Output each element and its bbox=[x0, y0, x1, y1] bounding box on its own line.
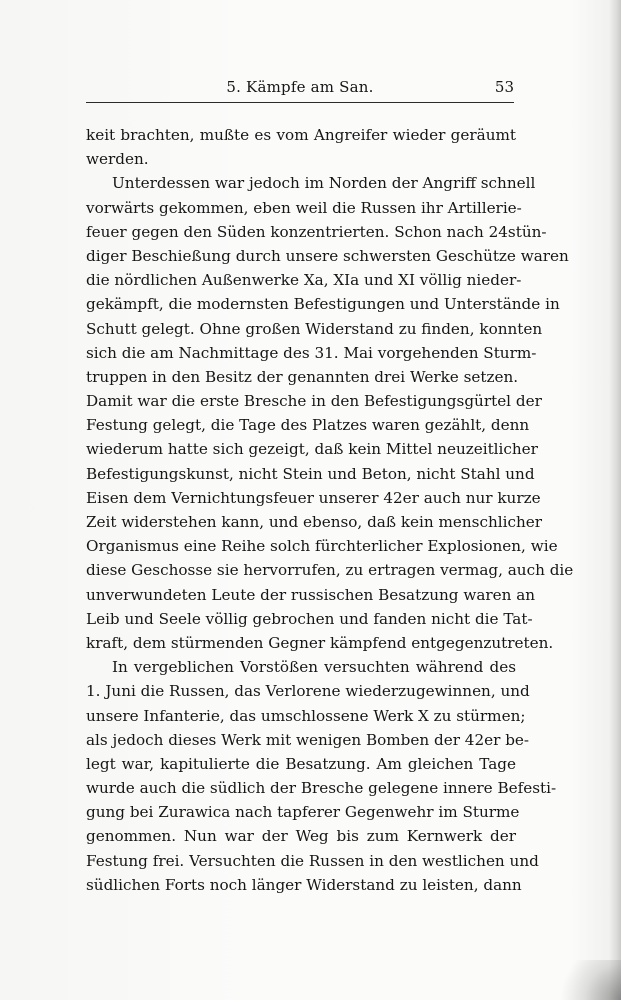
text-line: werden. bbox=[86, 150, 149, 169]
text-line: Zeit widerstehen kann, und ebenso, daß kein menschlicher bbox=[86, 513, 542, 531]
text-line: unsere Infanterie, das umschlossene Werk X zu stürmen; bbox=[86, 706, 526, 725]
text-line: diger Beschießung durch unsere schwersten Geschütze waren bbox=[86, 246, 569, 265]
text-line: sich die am Nachmittage des 31. Mai vorgehenden Sturm- bbox=[86, 343, 537, 362]
text-line: In vergeblichen Vorstößen versuchten während des bbox=[112, 658, 516, 677]
text-line: kraft, dem stürmenden Gegner kämpfend entgegenzutreten. bbox=[86, 633, 554, 652]
text-line: Festung frei. Versuchten die Russen in den westlichen und bbox=[86, 851, 539, 870]
body-text bbox=[86, 123, 574, 897]
page-edge-shadow bbox=[609, 0, 621, 1000]
text-line: die nördlichen Außenwerke Xa, XIa und XI völlig nieder- bbox=[86, 271, 522, 290]
text-line: wiederum hatte sich gezeigt, daß kein Mittel neuzeitlicher bbox=[86, 440, 538, 459]
text-line: gekämpft, die modernsten Befestigungen und Unterstände in bbox=[86, 295, 560, 314]
text-line: vorwärts gekommen, eben weil die Russen ihr Artillerie- bbox=[86, 198, 522, 217]
text-line: wurde auch die südlich der Bresche gelegene innere Befesti- bbox=[86, 779, 557, 798]
text-line: als jedoch dieses Werk mit wenigen Bomben der 42er be- bbox=[86, 730, 530, 749]
text-line: feuer gegen den Süden konzentrierten. Schon nach 24stün- bbox=[86, 222, 547, 241]
text-line: Organismus eine Reihe solch fürchterlicher Explosionen, wie bbox=[86, 537, 558, 556]
text-line: Eisen dem Vernichtungsfeuer unserer 42er auch nur kurze bbox=[86, 488, 541, 507]
text-line: Damit war die erste Bresche in den Befestigungsgürtel der bbox=[86, 392, 542, 411]
text-line: Festung gelegt, die Tage des Platzes waren gezählt, denn bbox=[86, 416, 530, 435]
text-line: legt war, kapitulierte die Besatzung. Am gleichen Tage bbox=[86, 754, 516, 773]
header-rule bbox=[86, 102, 514, 103]
chapter-title: 5. Kämpfe am San. bbox=[226, 78, 374, 96]
text-line: Unterdessen war jedoch im Norden der Angriff schnell bbox=[112, 174, 536, 193]
text-line: truppen in den Besitz der genannten drei Werke setzen. bbox=[86, 367, 519, 386]
text-line: keit brachten, mußte es vom Angreifer wieder geräumt bbox=[86, 126, 516, 144]
page-corner-shadow bbox=[551, 960, 621, 1000]
text-line: 1. Juni die Russen, das Verlorene wiederzugewinnen, und bbox=[86, 682, 530, 701]
running-header bbox=[86, 74, 514, 100]
text-line: südlichen Forts noch länger Widerstand zu leisten, dann bbox=[86, 875, 522, 894]
text-line: Schutt gelegt. Ohne großen Widerstand zu finden, konnten bbox=[86, 319, 543, 338]
text-line: Leib und Seele völlig gebrochen und fanden nicht die Tat- bbox=[86, 609, 533, 628]
text-line: unverwundeten Leute der russischen Besatzung waren an bbox=[86, 585, 536, 604]
text-line: Befestigungskunst, nicht Stein und Beton, nicht Stahl und bbox=[86, 464, 535, 483]
page-number: 53 bbox=[494, 78, 514, 96]
text-line: genommen. Nun war der Weg bis zum Kernwerk der bbox=[86, 827, 516, 846]
text-line: gung bei Zurawica nach tapferer Gegenwehr im Sturme bbox=[86, 803, 520, 822]
text-line: diese Geschosse sie hervorrufen, zu ertragen vermag, auch die bbox=[86, 561, 574, 580]
